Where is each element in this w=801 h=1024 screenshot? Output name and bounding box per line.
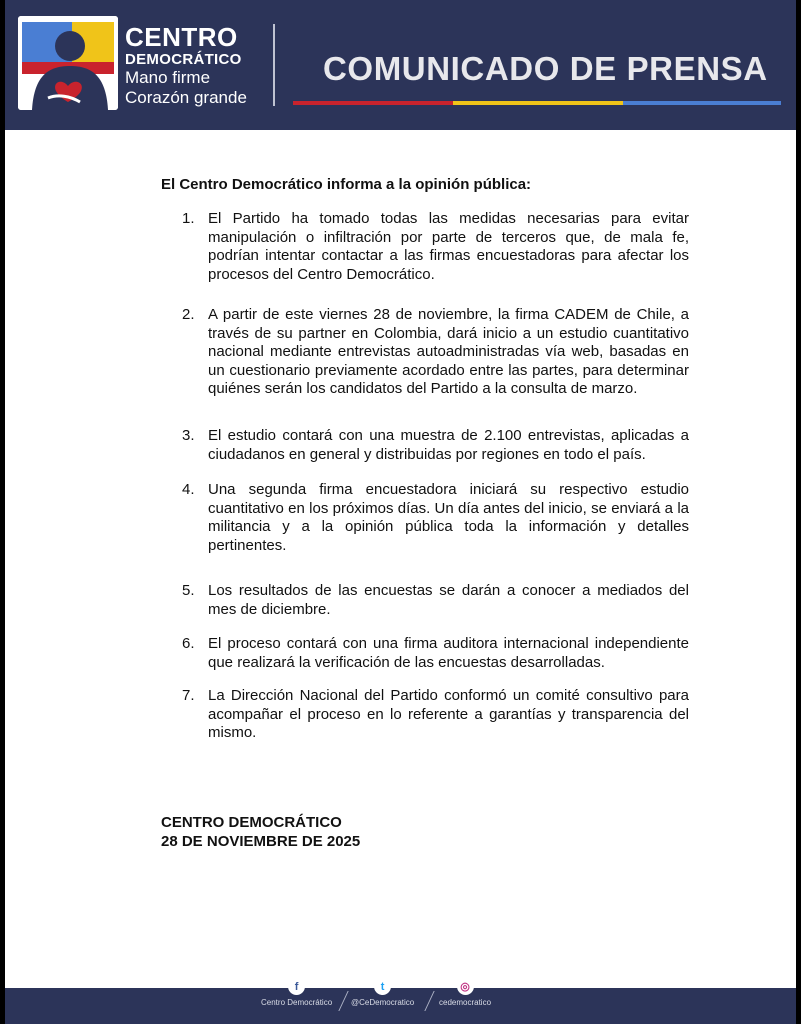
- footer-separator: [424, 991, 434, 1011]
- party-logo: [18, 16, 118, 110]
- list-item-number: 4.: [182, 481, 195, 498]
- list-item-text: El estudio contará con una muestra de 2.100 entrevistas, aplicadas a ciudadanos en general y distribuidas por regiones en todo el país.: [208, 427, 689, 463]
- brand-name-line1: CENTRO: [125, 22, 238, 52]
- signature-date: 28 DE NOVIEMBRE DE 2025: [161, 833, 361, 850]
- list-item-number: 5.: [182, 582, 195, 599]
- list-item-number: 3.: [182, 427, 195, 444]
- list-item-text: A partir de este viernes 28 de noviembre, la firma CADEM de Chile, a través de su partner en Colombia, dará inicio a un estudio cuantitativo nacional mediante entrevistas autoadministradas vía web, basadas en un cuestionario previamente acordado entre las partes, para determinar quiénes serán los candidatos del Partido a la consulta de marzo.: [208, 306, 689, 397]
- intro-heading: El Centro Democrático informa a la opinión pública:: [161, 176, 532, 193]
- stripe-red: [293, 101, 453, 105]
- twitter-icon[interactable]: t: [374, 978, 391, 995]
- brand-name-line2: DEMOCRÁTICO: [125, 51, 242, 68]
- instagram-icon[interactable]: ◎: [457, 978, 474, 995]
- social-facebook[interactable]: [261, 980, 333, 1007]
- social-twitter[interactable]: [351, 980, 415, 1007]
- social-handle[interactable]: cedemocratico: [439, 998, 492, 1007]
- stripe-blue: [623, 101, 781, 105]
- list-item-number: 7.: [182, 687, 195, 704]
- list-item-number: 2.: [182, 306, 195, 323]
- header-banner: [5, 0, 796, 130]
- facebook-icon[interactable]: f: [288, 978, 305, 995]
- social-handle[interactable]: Centro Democrático: [261, 998, 333, 1007]
- press-release-page: [5, 0, 796, 1024]
- list-item-text: El proceso contará con una firma auditora internacional independiente que realizará la verificación de las encuestas desarrolladas.: [208, 635, 689, 671]
- footer-separator: [338, 991, 348, 1011]
- list-item-text: La Dirección Nacional del Partido conformó un comité consultivo para acompañar el proceso en lo referente a garantías y transparencia del mismo.: [208, 687, 689, 741]
- social-handle[interactable]: @CeDemocratico: [351, 998, 415, 1007]
- stripe-yellow: [453, 101, 623, 105]
- party-logo-icon: [18, 16, 118, 110]
- brand-text: [125, 24, 247, 108]
- list-item-number: 6.: [182, 635, 195, 652]
- list-item-text: El Partido ha tomado todas las medidas necesarias para evitar manipulación o infiltración por parte de terceros que, de mala fe, podrían intentar contactar a las firmas encuestadoras para afectar los procesos del Centro Democrático.: [208, 210, 689, 283]
- header-divider: [273, 24, 275, 106]
- press-release-title: COMUNICADO DE PRENSA: [323, 50, 768, 87]
- list-item-text: Los resultados de las encuestas se darán a conocer a mediados del mes de diciembre.: [208, 582, 689, 618]
- list-item-text: Una segunda firma encuestadora iniciará su respectivo estudio cuantitativo en los próximos días. Un día antes del inicio, se enviará a la militancia y a la opinión pública toda la información y detalles pertinentes.: [208, 481, 689, 554]
- signature-block: [161, 813, 360, 851]
- slogan-line2: Corazón grande: [125, 88, 247, 107]
- slogan-line1: Mano firme: [125, 68, 211, 87]
- signature-org: CENTRO DEMOCRÁTICO: [161, 814, 342, 831]
- social-instagram[interactable]: [439, 981, 492, 1007]
- footer-bar: [5, 980, 796, 1024]
- list-item-number: 1.: [182, 210, 195, 227]
